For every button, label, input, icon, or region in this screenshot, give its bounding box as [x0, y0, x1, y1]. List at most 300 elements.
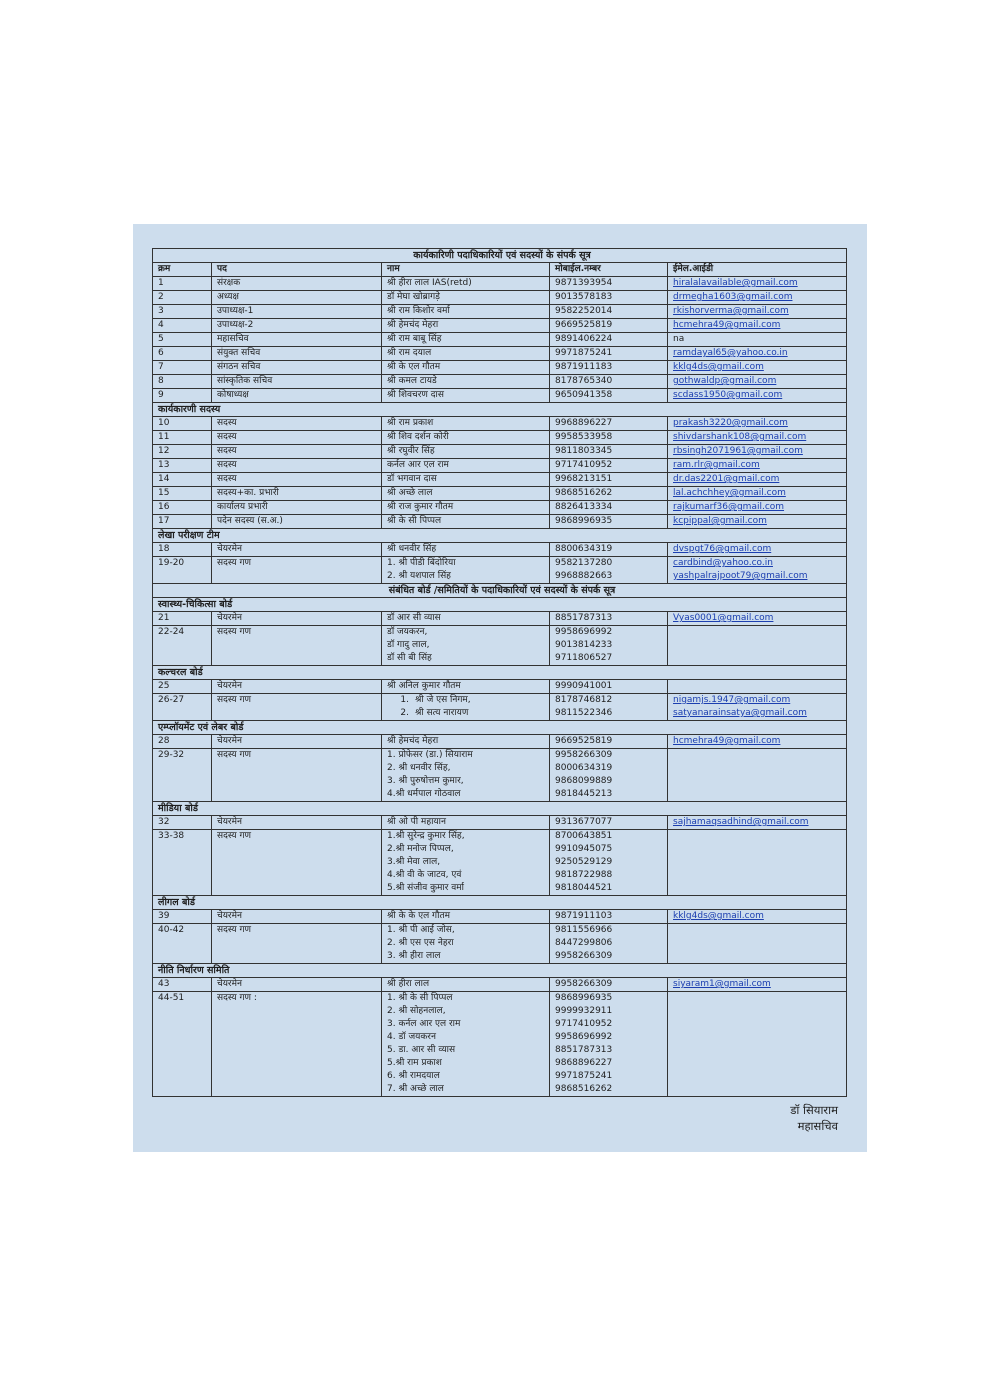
- email-link[interactable]: siyaram1@gmail.com: [673, 979, 771, 989]
- table-row: [153, 319, 847, 333]
- cell-no: 8: [153, 375, 212, 389]
- cell-name: [382, 501, 550, 515]
- cell-no: 4: [153, 319, 212, 333]
- cell-post: संरक्षक: [212, 277, 382, 291]
- table-row: [153, 487, 847, 501]
- section-heading-row: [153, 529, 847, 543]
- table-row: [153, 473, 847, 487]
- cell-mobile: [550, 445, 668, 459]
- cell-no: 17: [153, 515, 212, 529]
- cell-email: [668, 816, 847, 830]
- email-link[interactable]: cardbind@yahoo.co.in: [673, 558, 773, 568]
- cell-no: 14: [153, 473, 212, 487]
- cell-name: [382, 515, 550, 529]
- cell-name: [382, 445, 550, 459]
- cell-email: [668, 612, 847, 626]
- cell-email: [668, 333, 847, 347]
- cell-name: [382, 389, 550, 403]
- cell-mobile: [550, 816, 668, 830]
- table-row: [153, 417, 847, 431]
- name-line: 3. कर्नल आर एल राम: [387, 1019, 461, 1029]
- mobile-line: 9958696992: [555, 627, 613, 637]
- name-line: 4. डॉ जयकरन: [387, 1032, 436, 1042]
- cell-no: 18: [153, 543, 212, 557]
- mobile-line: 9711806527: [555, 653, 613, 663]
- email-link[interactable]: shivdarshank108@gmail.com: [673, 432, 807, 442]
- cell-post: सदस्य गण: [212, 924, 382, 964]
- cell-email: [668, 361, 847, 375]
- mobile-line: 9013814233: [555, 640, 613, 650]
- name-line: 2. श्री सोहनलाल,: [387, 1006, 446, 1016]
- cell-email: [668, 347, 847, 361]
- cell-mobile: [550, 992, 668, 1097]
- mobile-line: 9582252014: [555, 306, 613, 316]
- email-link[interactable]: rbsingh2071961@gmail.com: [673, 446, 803, 456]
- cell-post: चेयरमेन: [212, 612, 382, 626]
- name-line: श्री अच्छे लाल: [387, 488, 433, 498]
- email-link[interactable]: yashpalrajpoot79@gmail.com: [673, 571, 808, 581]
- name-line: श्री कमल टायडे: [387, 376, 437, 386]
- section-heading: एम्प्लॉयमेंट एवं लेबर बोर्ड: [153, 721, 847, 735]
- name-line: [387, 694, 549, 707]
- mobile-line: 9971875241: [555, 348, 613, 358]
- name-line: 5.श्री राम प्रकाश: [387, 1058, 442, 1068]
- name-line: डॉ मेघा खोब्रागड़े: [387, 292, 440, 302]
- mobile-line: 9868996935: [555, 516, 613, 526]
- table-row: [153, 375, 847, 389]
- cell-name: [382, 557, 550, 584]
- cell-email: [668, 501, 847, 515]
- name-line: श्री राम किशोर वर्मा: [387, 306, 450, 316]
- mobile-line: 9990941001: [555, 681, 613, 691]
- table-row: [153, 626, 847, 666]
- cell-email: [668, 694, 847, 721]
- mobile-line: 9818445213: [555, 789, 613, 799]
- cell-email: [668, 417, 847, 431]
- cell-email: [668, 487, 847, 501]
- cell-mobile: [550, 277, 668, 291]
- name-line: डॉ गादु लाल,: [387, 640, 430, 650]
- cell-no: 25: [153, 680, 212, 694]
- table-row: [153, 277, 847, 291]
- email-line: na: [673, 334, 685, 344]
- table-row: [153, 992, 847, 1097]
- cell-mobile: [550, 361, 668, 375]
- email-link[interactable]: kklg4ds@gmail.com: [673, 362, 764, 372]
- cell-post: सदस्य गण: [212, 694, 382, 721]
- name-line: श्री धनवीर सिंह: [387, 544, 437, 554]
- cell-no: 22-24: [153, 626, 212, 666]
- email-link[interactable]: dvspgt76@gmail.com: [673, 544, 772, 554]
- mobile-line: 9669525819: [555, 736, 613, 746]
- section-heading-row: [153, 721, 847, 735]
- section-heading-row: [153, 666, 847, 680]
- table-row: [153, 910, 847, 924]
- mobile-line: 9313677077: [555, 817, 613, 827]
- cell-name: [382, 735, 550, 749]
- cell-post: संयुक्त सचिव: [212, 347, 382, 361]
- name-line: श्री राम बाबू सिंह: [387, 334, 442, 344]
- mobile-line: 9250529129: [555, 857, 613, 867]
- section-heading-row: [153, 964, 847, 978]
- cell-post: चेयरमेन: [212, 543, 382, 557]
- name-line: श्री हेमचंद मेहरा: [387, 736, 439, 746]
- section-heading: स्वास्थ्य-चिकित्सा बोर्ड: [153, 598, 847, 612]
- section-heading: लीगल बोर्ड: [153, 896, 847, 910]
- cell-email: [668, 319, 847, 333]
- email-link[interactable]: dr.das2201@gmail.com: [673, 474, 780, 484]
- table-row: [153, 680, 847, 694]
- mobile-line: 9958696992: [555, 1032, 613, 1042]
- board-section-title: संबंधित बोर्ड /समितियों के पदाधिकारियों एवं सदस्यों के संपर्क सूत्र: [153, 584, 847, 598]
- mobile-line: 9968896227: [555, 418, 613, 428]
- name-line: 5. डा. आर सी व्यास: [387, 1045, 456, 1055]
- cell-post: सदस्य: [212, 459, 382, 473]
- mobile-line: 9013578183: [555, 292, 613, 302]
- mobile-line: 9717410952: [555, 1019, 613, 1029]
- cell-name: [382, 375, 550, 389]
- cell-no: 6: [153, 347, 212, 361]
- section-heading: लेखा परीक्षण टीम: [153, 529, 847, 543]
- email-link[interactable]: drmegha1603@gmail.com: [673, 292, 793, 302]
- name-line: श्री अनिल कुमार गौतम: [387, 681, 461, 691]
- mobile-line: 9811522346: [555, 708, 613, 718]
- mobile-line: 8178765340: [555, 376, 613, 386]
- mobile-line: 9868996935: [555, 993, 613, 1003]
- mobile-line: 9868099889: [555, 776, 613, 786]
- mobile-line: 9811556966: [555, 925, 613, 935]
- cell-mobile: [550, 515, 668, 529]
- cell-no: 3: [153, 305, 212, 319]
- name-line: श्री राम प्रकाश: [387, 418, 434, 428]
- cell-no: 11: [153, 431, 212, 445]
- name-line: 2. श्री यशपाल सिंह: [387, 571, 451, 581]
- cell-no: 12: [153, 445, 212, 459]
- cell-post: सांस्कृतिक सचिव: [212, 375, 382, 389]
- table-row: [153, 924, 847, 964]
- cell-name: [382, 319, 550, 333]
- cell-no: 26-27: [153, 694, 212, 721]
- cell-mobile: [550, 694, 668, 721]
- cell-mobile: [550, 431, 668, 445]
- name-line: कर्नल आर एल राम: [387, 460, 449, 470]
- cell-name: [382, 333, 550, 347]
- cell-name: [382, 830, 550, 896]
- cell-email: [668, 543, 847, 557]
- cell-email: [668, 924, 847, 964]
- section-heading: मीडिया बोर्ड: [153, 802, 847, 816]
- cell-mobile: [550, 473, 668, 487]
- email-link[interactable]: lal.achchhey@gmail.com: [673, 488, 786, 498]
- cell-mobile: [550, 735, 668, 749]
- cell-no: 29-32: [153, 749, 212, 802]
- email-link[interactable]: gothwaldp@gmail.com: [673, 376, 777, 386]
- mobile-line: 9818044521: [555, 883, 613, 893]
- cell-email: [668, 445, 847, 459]
- cell-post: सदस्य: [212, 445, 382, 459]
- cell-no: 43: [153, 978, 212, 992]
- section-heading: कल्चरल बोर्ड: [153, 666, 847, 680]
- email-link[interactable]: hiralalavailable@gmail.com: [673, 278, 798, 288]
- email-link[interactable]: scdass1950@gmail.com: [673, 390, 783, 400]
- cell-name: [382, 347, 550, 361]
- name-line: 4.श्री वी के जाटव, एवं: [387, 870, 462, 880]
- name-line: 4.श्री धर्मपाल गोठवाल: [387, 789, 461, 799]
- mobile-line: 9669525819: [555, 320, 613, 330]
- cell-mobile: [550, 333, 668, 347]
- cell-email: [668, 680, 847, 694]
- name-line: 3. श्री हीरा लाल: [387, 951, 441, 961]
- cell-name: [382, 612, 550, 626]
- cell-name: [382, 487, 550, 501]
- cell-no: 32: [153, 816, 212, 830]
- cell-mobile: [550, 543, 668, 557]
- cell-email: [668, 375, 847, 389]
- name-line: श्री हीरा लाल IAS(retd): [387, 278, 472, 288]
- section-heading-row: [153, 403, 847, 417]
- cell-name: [382, 694, 550, 721]
- cell-name: [382, 459, 550, 473]
- cell-no: 7: [153, 361, 212, 375]
- cell-post: सदस्य गण :: [212, 992, 382, 1097]
- cell-email: [668, 431, 847, 445]
- cell-mobile: [550, 612, 668, 626]
- email-link[interactable]: ramdayal65@yahoo.co.in: [673, 348, 788, 358]
- table-row: [153, 389, 847, 403]
- name-line: 3. श्री पुरुषोत्तम कुमार,: [387, 776, 464, 786]
- name-line: 1. प्रोफेसर (डा.) सियाराम: [387, 750, 473, 760]
- email-link[interactable]: sajhamaqsadhind@gmail.com: [673, 817, 809, 827]
- mobile-line: 9871911103: [555, 911, 613, 921]
- table-row: [153, 830, 847, 896]
- cell-mobile: [550, 557, 668, 584]
- cell-post: उपाध्यक्ष-1: [212, 305, 382, 319]
- cell-email: [668, 305, 847, 319]
- mobile-line: 8851787313: [555, 1045, 613, 1055]
- table-title: कार्यकारिणी पदाधिकारियों एवं सदस्यों के संपर्क सूत्र: [153, 249, 847, 263]
- name-line: 1.श्री सुरेन्द्र कुमार सिंह,: [387, 831, 465, 841]
- table-row: [153, 543, 847, 557]
- cell-name: [382, 749, 550, 802]
- cell-no: 1: [153, 277, 212, 291]
- section-heading-row: [153, 802, 847, 816]
- cell-post: संगठन सचिव: [212, 361, 382, 375]
- mobile-line: 8700643851: [555, 831, 613, 841]
- mobile-line: 9968882663: [555, 571, 613, 581]
- email-link[interactable]: satyanarainsatya@gmail.com: [673, 708, 807, 718]
- header-mobile: मोबाईल.नम्बर: [550, 263, 668, 277]
- signature-designation: महासचिव: [797, 1119, 838, 1133]
- cell-post: चेयरमेन: [212, 910, 382, 924]
- email-link[interactable]: kcpippal@gmail.com: [673, 516, 767, 526]
- name-line: 7. श्री अच्छे लाल: [387, 1084, 444, 1094]
- name-line: श्री हीरा लाल: [387, 979, 430, 989]
- cell-post: सदस्य: [212, 431, 382, 445]
- section-heading-row: [153, 598, 847, 612]
- cell-post: चेयरमेन: [212, 978, 382, 992]
- email-link[interactable]: ram.rlr@gmail.com: [673, 460, 760, 470]
- mobile-line: 9958266309: [555, 750, 613, 760]
- list-number: 1.: [400, 695, 409, 705]
- table-title-row: [153, 249, 847, 263]
- name-line: डॉ जयकरन,: [387, 627, 428, 637]
- cell-mobile: [550, 978, 668, 992]
- email-link[interactable]: rajkumarf36@gmail.com: [673, 502, 785, 512]
- name-line: 1. श्री पीडी बिंदोरिया: [387, 558, 456, 568]
- mobile-line: 9868516262: [555, 1084, 613, 1094]
- name-line: श्री हेमचंद मेहरा: [387, 320, 439, 330]
- cell-no: 19-20: [153, 557, 212, 584]
- cell-post: चेयरमेन: [212, 735, 382, 749]
- cell-post: पदेन सदस्य (स.अ.): [212, 515, 382, 529]
- cell-name: [382, 361, 550, 375]
- email-link[interactable]: kklg4ds@gmail.com: [673, 911, 764, 921]
- section-heading-row: [153, 896, 847, 910]
- mobile-line: 9958266309: [555, 979, 613, 989]
- cell-post: अध्यक्ष: [212, 291, 382, 305]
- cell-no: 15: [153, 487, 212, 501]
- cell-post: चेयरमेन: [212, 680, 382, 694]
- mobile-line: 9871393954: [555, 278, 613, 288]
- table-row: [153, 445, 847, 459]
- name-line: 3.श्री मेवा लाल,: [387, 857, 441, 867]
- cell-mobile: [550, 417, 668, 431]
- table-row: [153, 361, 847, 375]
- mobile-line: 9811803345: [555, 446, 613, 456]
- name-line: श्री राम दयाल: [387, 348, 432, 358]
- name-line: श्री राज कुमार गौतम: [387, 502, 454, 512]
- mobile-line: 9717410952: [555, 460, 613, 470]
- cell-post: महासचिव: [212, 333, 382, 347]
- cell-post: सदस्य: [212, 473, 382, 487]
- mobile-line: 9891406224: [555, 334, 613, 344]
- mobile-line: 8447299806: [555, 938, 613, 948]
- email-link[interactable]: hcmehra49@gmail.com: [673, 736, 781, 746]
- mobile-line: 9868516262: [555, 488, 613, 498]
- cell-email: [668, 749, 847, 802]
- cell-name: [382, 417, 550, 431]
- name-line: श्री शिवचरण दास: [387, 390, 444, 400]
- table-row: [153, 459, 847, 473]
- table-row: [153, 431, 847, 445]
- mobile-line: 9999932911: [555, 1006, 613, 1016]
- cell-name: [382, 924, 550, 964]
- email-link[interactable]: prakash3220@gmail.com: [673, 418, 788, 428]
- mobile-line: 8178746812: [555, 695, 613, 705]
- cell-name: [382, 305, 550, 319]
- cell-mobile: [550, 749, 668, 802]
- table-row: [153, 515, 847, 529]
- email-link[interactable]: hcmehra49@gmail.com: [673, 320, 781, 330]
- table-row: [153, 347, 847, 361]
- email-link[interactable]: nigamjs.1947@gmail.com: [673, 695, 791, 705]
- signature-block: [770, 1102, 838, 1134]
- cell-post: कार्यालय प्रभारी: [212, 501, 382, 515]
- cell-mobile: [550, 830, 668, 896]
- cell-name: [382, 291, 550, 305]
- cell-email: [668, 389, 847, 403]
- name-line: श्री के एल गौतम: [387, 362, 441, 372]
- cell-email: [668, 473, 847, 487]
- section-heading: कार्यकारणी सदस्य: [153, 403, 847, 417]
- name-line: श्री के के एल गौतम: [387, 911, 450, 921]
- cell-mobile: [550, 305, 668, 319]
- name-text: श्री जे एस निगम,: [415, 695, 471, 705]
- table-row: [153, 501, 847, 515]
- table-row: [153, 291, 847, 305]
- mobile-line: 9958266309: [555, 951, 613, 961]
- name-line: डॉ आर सी व्यास: [387, 613, 441, 623]
- cell-no: 21: [153, 612, 212, 626]
- cell-mobile: [550, 487, 668, 501]
- cell-no: 5: [153, 333, 212, 347]
- cell-post: चेयरमेन: [212, 816, 382, 830]
- name-line: 2. श्री धनवीर सिंह,: [387, 763, 451, 773]
- cell-mobile: [550, 375, 668, 389]
- cell-name: [382, 992, 550, 1097]
- cell-post: सदस्य गण: [212, 557, 382, 584]
- cell-mobile: [550, 291, 668, 305]
- cell-email: [668, 515, 847, 529]
- table-row: [153, 749, 847, 802]
- cell-post: उपाध्यक्ष-2: [212, 319, 382, 333]
- name-line: श्री रघुवीर सिंह: [387, 446, 435, 456]
- mobile-line: 9958533958: [555, 432, 613, 442]
- name-text: श्री सत्य नारायण: [415, 708, 469, 718]
- cell-name: [382, 277, 550, 291]
- table-row: [153, 978, 847, 992]
- cell-post: सदस्य गण: [212, 830, 382, 896]
- name-line: डॉ भगवान दास: [387, 474, 437, 484]
- name-line: श्री ओ पी महायान: [387, 817, 446, 827]
- header-email: ईमेल.आईडी: [668, 263, 847, 277]
- cell-name: [382, 680, 550, 694]
- cell-email: [668, 978, 847, 992]
- cell-post: सदस्य गण: [212, 626, 382, 666]
- header-post: पद: [212, 263, 382, 277]
- cell-no: 39: [153, 910, 212, 924]
- cell-email: [668, 277, 847, 291]
- signature-name: डॉ सियाराम: [790, 1103, 838, 1117]
- cell-mobile: [550, 459, 668, 473]
- cell-no: 44-51: [153, 992, 212, 1097]
- table-header-row: [153, 263, 847, 277]
- mobile-line: 8851787313: [555, 613, 613, 623]
- name-line: 5.श्री संजीव कुमार वर्मा: [387, 883, 464, 893]
- email-link[interactable]: rkishorverma@gmail.com: [673, 306, 789, 316]
- cell-name: [382, 473, 550, 487]
- cell-email: [668, 830, 847, 896]
- table-row: [153, 557, 847, 584]
- name-line: 1. श्री के सी पिप्पल: [387, 993, 453, 1003]
- cell-email: [668, 459, 847, 473]
- table-row: [153, 612, 847, 626]
- name-line: 1. श्री पी आई जोस,: [387, 925, 455, 935]
- mobile-line: 9871911183: [555, 362, 613, 372]
- cell-no: 2: [153, 291, 212, 305]
- name-line: श्री के सी पिप्पल: [387, 516, 442, 526]
- cell-email: [668, 735, 847, 749]
- mobile-line: 9910945075: [555, 844, 613, 854]
- cell-post: सदस्य+का. प्रभारी: [212, 487, 382, 501]
- list-number: 2.: [400, 708, 409, 718]
- mobile-line: 9582137280: [555, 558, 613, 568]
- cell-no: 33-38: [153, 830, 212, 896]
- header-name: नाम: [382, 263, 550, 277]
- board-section-title-row: [153, 584, 847, 598]
- cell-email: [668, 992, 847, 1097]
- email-link[interactable]: Vyas0001@gmail.com: [673, 613, 774, 623]
